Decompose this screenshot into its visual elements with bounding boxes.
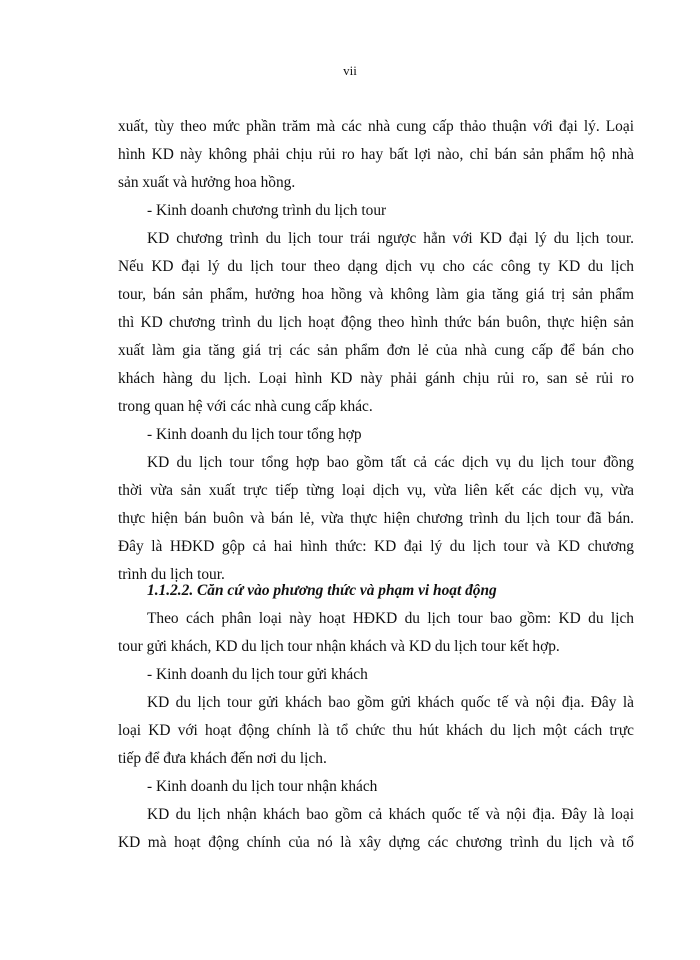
text-line: tour gửi khách, KD du lịch tour nhận khách và KD du lịch tour kết hợp. — [118, 638, 560, 655]
text-line: thực hiện bán buôn và bán lẻ, vừa thực hiện chương trình du lịch tour đã bán. — [118, 510, 634, 527]
text-line: thì KD chương trình du lịch hoạt động theo hình thức bán buôn, thực hiện sản — [118, 314, 634, 331]
text-line: xuất làm gia tăng giá trị các sản phẩm đơn lẻ của nhà cung cấp để bán cho — [118, 342, 634, 359]
text-line: xuất, tùy theo mức phần trăm mà các nhà cung cấp thảo thuận với đại lý. Loại — [118, 118, 634, 135]
page-number: vii — [343, 63, 357, 78]
text-line: tour, bán sản phẩm, hưởng hoa hồng và không làm gia tăng giá trị sản phẩm — [118, 286, 634, 303]
text-line: Đây là HĐKD gộp cả hai hình thức: KD đại lý du lịch tour và KD chương — [118, 538, 634, 555]
text-line: Theo cách phân loại này hoạt HĐKD du lịch tour bao gồm: KD du lịch — [147, 610, 634, 627]
text-line: khách hàng du lịch. Loại hình KD này phải gánh chịu rủi ro, san sẻ rủi ro — [118, 370, 634, 387]
text-line: Nếu KD đại lý du lịch tour theo dạng dịch vụ cho các công ty KD du lịch — [118, 258, 634, 275]
text-line: tiếp để đưa khách đến nơi du lịch. — [118, 750, 327, 767]
text-line: sản xuất và hưởng hoa hồng. — [118, 174, 296, 191]
subheading: - Kinh doanh du lịch tour nhận khách — [147, 778, 378, 795]
text-line: KD chương trình du lịch tour trái ngược hẳn với KD đại lý du lịch tour. — [147, 230, 634, 247]
text-line: loại KD với hoạt động chính là tổ chức thu hút khách du lịch một cách trực — [118, 722, 634, 739]
text-line: thời vừa sản xuất trực tiếp từng loại dịch vụ, vừa liên kết các dịch vụ, vừa — [118, 482, 634, 499]
subheading: - Kinh doanh du lịch tour gửi khách — [147, 666, 368, 683]
text-line: hình KD này không phải chịu rủi ro hay bất lợi nào, chỉ bán sản phẩm hộ nhà — [118, 146, 634, 163]
subheading: - Kinh doanh chương trình du lịch tour — [147, 202, 387, 219]
text-line: KD du lịch tour tổng hợp bao gồm tất cả các dịch vụ du lịch tour đồng — [147, 454, 634, 471]
section-heading: 1.1.2.2. Căn cứ vào phương thức và phạm vi hoạt động — [147, 582, 497, 599]
text-line: KD mà hoạt động chính của nó là xây dựng các chương trình du lịch và tổ — [118, 834, 634, 851]
text-line: trình du lịch tour. — [118, 566, 225, 583]
text-line: KD du lịch nhận khách bao gồm cả khách quốc tế và nội địa. Đây là loại — [147, 806, 634, 823]
text-line: trong quan hệ với các nhà cung cấp khác. — [118, 398, 373, 415]
subheading: - Kinh doanh du lịch tour tổng hợp — [147, 426, 362, 443]
text-line: KD du lịch tour gửi khách bao gồm gửi khách quốc tế và nội địa. Đây là — [147, 694, 634, 711]
